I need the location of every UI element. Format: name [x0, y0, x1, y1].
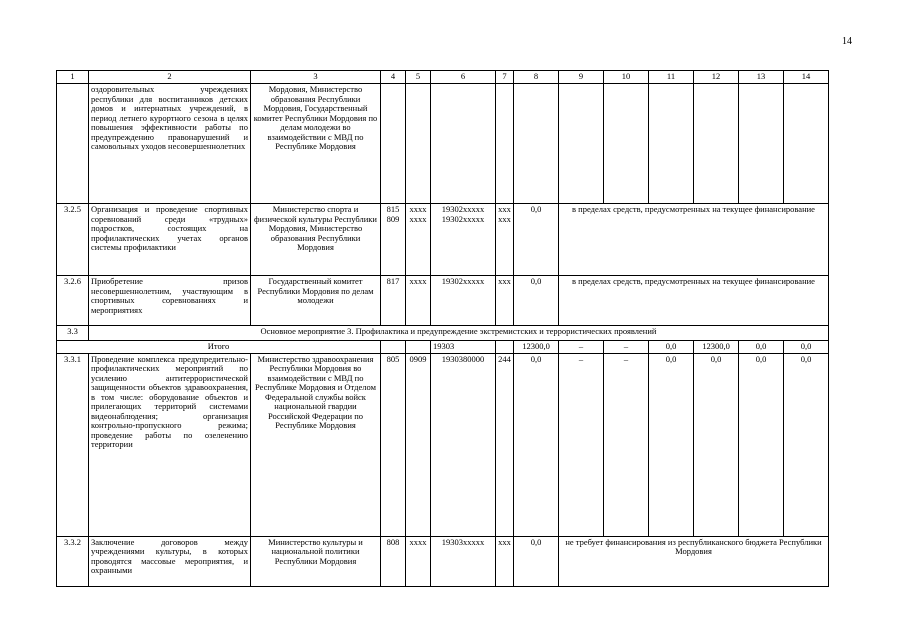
table-row — [57, 84, 829, 204]
executor: Министерство здравоохранения Республики Мордовия во взаимодействии с МВД по Республике Мордовия и Отделом Федеральной службы войск национальной гвардии Российской Федерации по Республике Мордовия — [251, 353, 381, 536]
financing-note: не требует финансирования из республиканского бюджета Республики Мордовия — [559, 536, 829, 586]
amount-year: 0,0 — [739, 353, 784, 536]
measure-description: Организация и проведение спортивных соревнований среди «трудных» подростков, состоящих на профилактических учетах органов системы профилактики — [89, 204, 251, 276]
measure-description: Приобретение призов несовершеннолетним, участвующим в спортивных соревнованиях и мероприятиях — [89, 276, 251, 326]
measure-description: Заключение договоров между учреждениями культуры, в которых проводятся массовые мероприятия, и охранными — [89, 536, 251, 586]
amount-year: – — [559, 341, 604, 354]
table-row — [57, 276, 829, 326]
executor: Министерство культуры и национальной политики Республики Мордовия — [251, 536, 381, 586]
amount-year: – — [604, 341, 649, 354]
amount-total: 12300,0 — [514, 341, 559, 354]
grbs-code: 817 — [381, 276, 406, 326]
executor: Государственный комитет Республики Мордовия по делам молодежи — [251, 276, 381, 326]
grbs-code: 805 — [381, 353, 406, 536]
header-cell: 1 — [57, 71, 89, 84]
header-cell: 5 — [406, 71, 431, 84]
table-row — [57, 536, 829, 586]
row-number: 3.3.2 — [57, 536, 89, 586]
header-cell: 9 — [559, 71, 604, 84]
amount-year: 12300,0 — [694, 341, 739, 354]
section-code: хххх — [406, 276, 431, 326]
executor: Министерство спорта и физической культуры Республики Мордовия, Министерство образования Республики Мордовия — [251, 204, 381, 276]
header-cell: 12 — [694, 71, 739, 84]
expense-type-code: ххх — [496, 536, 514, 586]
expense-type-code: ххх ххх — [496, 204, 514, 276]
section-code: хххх — [406, 536, 431, 586]
row-number: 3.2.6 — [57, 276, 89, 326]
financing-note: в пределах средств, предусмотренных на текущее финансирование — [559, 276, 829, 326]
executor: Мордовия, Министерство образования Республики Мордовия, Государственный комитет Республики Мордовия по делам молодежи во взаимодействии с МВД по Республике Мордовия — [251, 84, 381, 204]
amount-total: 0,0 — [514, 204, 559, 276]
grbs-code: 808 — [381, 536, 406, 586]
page-number: 14 — [842, 36, 852, 47]
target-article-code: 19302ххххх — [431, 276, 496, 326]
header-cell: 3 — [251, 71, 381, 84]
amount-year: – — [604, 353, 649, 536]
total-label: Итого — [57, 341, 381, 354]
header-cell: 11 — [649, 71, 694, 84]
header-cell: 13 — [739, 71, 784, 84]
target-article-code: 19302ххххх 19302ххххх — [431, 204, 496, 276]
amount-year: 0,0 — [694, 353, 739, 536]
financing-note: в пределах средств, предусмотренных на текущее финансирование — [559, 204, 829, 276]
grbs-code: 815 809 — [381, 204, 406, 276]
amount-year: 0,0 — [784, 341, 829, 354]
program-measures-table — [56, 70, 829, 587]
amount-year: – — [559, 353, 604, 536]
section-code: 0909 — [406, 353, 431, 536]
section-title: Основное мероприятие 3. Профилактика и предупреждение экстремистских и террористических проявлений — [89, 326, 829, 341]
expense-type-code: 244 — [496, 353, 514, 536]
header-cell: 4 — [381, 71, 406, 84]
amount-total: 0,0 — [514, 536, 559, 586]
total-row — [57, 341, 829, 354]
section-code: хххх хххх — [406, 204, 431, 276]
header-cell: 7 — [496, 71, 514, 84]
amount-year: 0,0 — [784, 353, 829, 536]
amount-total: 0,0 — [514, 353, 559, 536]
header-cell: 2 — [89, 71, 251, 84]
column-numbers-row — [57, 71, 829, 84]
table-row — [57, 204, 829, 276]
row-number: 3.3 — [57, 326, 89, 341]
header-cell: 10 — [604, 71, 649, 84]
target-article-code: 1930380000 — [431, 353, 496, 536]
row-number: 3.3.1 — [57, 353, 89, 536]
target-article-code: 19303 — [431, 341, 496, 354]
measure-description: оздоровительных учреждениях республики для воспитанников детских домов и интернатных учреждений, в период летнего курортного сезона в целях повышения эффективности работы по предупреждению правонарушений и самовольных уходов несовершеннолетних — [89, 84, 251, 204]
measure-description: Проведение комплекса предупредительно-профилактических мероприятий по усилению антитеррористической защищенности объектов здравоохранения, в том числе: оборудование объектов и прилегающих территорий системами видеонаблюдения; организация контрольно-пропускного режима; проведение работы по озеленению территории — [89, 353, 251, 536]
table-row — [57, 353, 829, 536]
amount-year: 0,0 — [649, 341, 694, 354]
row-number: 3.2.5 — [57, 204, 89, 276]
amount-total: 0,0 — [514, 276, 559, 326]
header-cell: 6 — [431, 71, 496, 84]
amount-year: 0,0 — [649, 353, 694, 536]
section-row — [57, 326, 829, 341]
header-cell: 8 — [514, 71, 559, 84]
expense-type-code: ххх — [496, 276, 514, 326]
target-article-code: 19303ххххх — [431, 536, 496, 586]
header-cell: 14 — [784, 71, 829, 84]
amount-year: 0,0 — [739, 341, 784, 354]
